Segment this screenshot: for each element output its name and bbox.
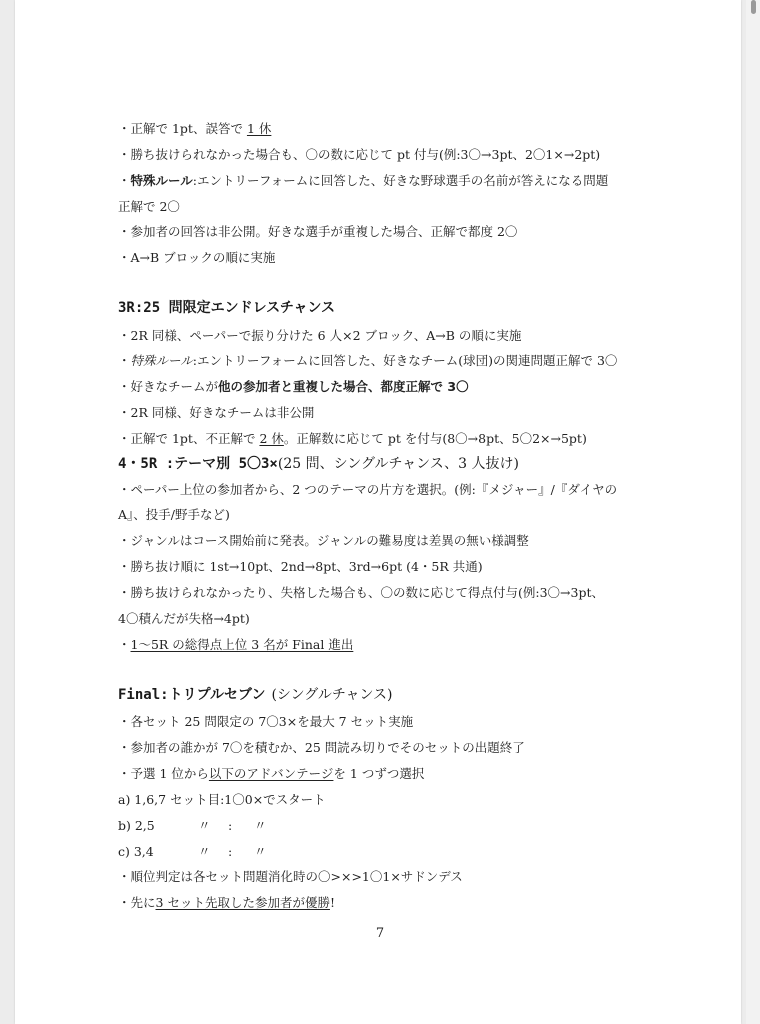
rule-line: ・2R 同様、好きなチームは非公開 <box>118 405 315 420</box>
rule-line <box>118 844 267 860</box>
text: b) 2,5 <box>118 818 155 833</box>
rule-line: ・A→B ブロックの順に実施 <box>118 250 276 265</box>
underlined-text: 2 休 <box>259 431 284 446</box>
rule-line: ・参加者の誰かが 7〇を積むか、25 問読み切りでそのセットの出題終了 <box>118 740 525 755</box>
rule-line <box>118 379 469 395</box>
bullet: ・ <box>118 353 131 368</box>
rule-line: ・ジャンルはコース開始前に発表。ジャンルの難易度は差異の無い様調整 <box>118 533 529 548</box>
rule-line: A』、投手/野手など) <box>118 507 230 522</box>
rule-line: ・各セット 25 問限定の 7〇3×を最大 7 セット実施 <box>118 714 414 729</box>
rule-line <box>118 431 587 447</box>
italic-text: 特殊ルール <box>130 353 193 368</box>
rule-line <box>118 818 267 834</box>
text: ・先に <box>118 895 156 910</box>
bold-text: 特殊ルール <box>130 173 193 188</box>
rule-line: 正解で 2〇 <box>118 199 180 214</box>
text: :エントリーフォームに回答した、好きなチーム(球団)の関連問題正解で 3〇 <box>192 353 618 368</box>
ditto-mark: 〃 <box>254 818 267 833</box>
text: ・正解で 1pt、不正解で <box>118 431 260 446</box>
underlined-text: 1～5R の総得点上位 3 名が Final 進出 <box>130 637 354 652</box>
bold-text: 他の参加者と重複した場合、都度正解で 3〇 <box>218 379 469 394</box>
heading-subtext: (シングルチャンス) <box>271 687 393 703</box>
section-heading-45r <box>118 456 519 472</box>
rule-line <box>118 173 608 189</box>
heading-subtext: (25 問、シングルチャンス、3 人抜け) <box>277 456 519 472</box>
heading-text: Final:トリプルセブン <box>118 687 266 703</box>
text: ・好きなチームが <box>118 379 219 394</box>
text: 。正解数に応じて pt を付与(8〇→8pt、5〇2×→5pt) <box>283 431 587 446</box>
section-heading-3r: 3R:25 問限定エンドレスチャンス <box>118 300 336 316</box>
bullet: ・ <box>118 173 131 188</box>
text: ・予選 1 位から <box>118 766 209 781</box>
rule-line <box>118 121 271 137</box>
rule-line <box>118 766 424 782</box>
scrollbar-thumb[interactable] <box>751 0 756 14</box>
colon: : <box>228 818 233 833</box>
scrollbar[interactable] <box>746 0 760 1024</box>
rule-line <box>118 895 335 911</box>
ditto-mark: 〃 <box>254 844 267 859</box>
rule-line: ・勝ち抜けられなかったり、失格した場合も、〇の数に応じて得点付与(例:3〇→3pt、 <box>118 585 604 600</box>
text: :エントリーフォームに回答した、好きな野球選手の名前が答えになる問題 <box>192 173 609 188</box>
underlined-text: 以下のアドバンテージ <box>208 766 334 781</box>
section-heading-final <box>118 687 393 703</box>
rule-line: ・勝ち抜け順に 1st→10pt、2nd→8pt、3rd→6pt (4・5R 共通) <box>118 559 483 574</box>
underlined-text: 1 休 <box>246 121 272 136</box>
page-number: 7 <box>375 926 385 941</box>
text: ! <box>329 895 335 910</box>
text: を 1 つずつ選択 <box>333 766 425 781</box>
rule-line: ・ペーパー上位の参加者から、2 つのテーマの片方を選択。(例:『メジャー』/『ダイヤの <box>118 482 618 497</box>
ditto-mark: 〃 <box>198 844 211 859</box>
underlined-text: 3 セット先取した参加者が優勝 <box>155 895 330 910</box>
rule-line: ・2R 同様、ペーパーで振り分けた 6 人×2 ブロック、A→B の順に実施 <box>118 328 522 343</box>
rule-line: ・参加者の回答は非公開。好きな選手が重複した場合、正解で都度 2〇 <box>118 224 518 239</box>
rule-line: ・勝ち抜けられなかった場合も、〇の数に応じて pt 付与(例:3〇→3pt、2〇1×→2pt) <box>118 147 601 162</box>
rule-line: ・順位判定は各セット問題消化時の〇>×>1〇1×サドンデス <box>118 869 463 884</box>
heading-text: 4・5R :テーマ別 5〇3× <box>118 456 278 472</box>
text: c) 3,4 <box>118 844 154 859</box>
bullet: ・ <box>118 637 131 652</box>
rule-line: 4〇積んだが失格→4pt) <box>118 611 250 626</box>
text: ・正解で 1pt、誤答で <box>118 121 247 136</box>
ditto-mark: 〃 <box>198 818 211 833</box>
rule-line <box>118 353 617 369</box>
colon: : <box>228 844 233 859</box>
rule-line: a) 1,6,7 セット目:1〇0×でスタート <box>118 792 326 807</box>
rule-line <box>118 637 353 653</box>
